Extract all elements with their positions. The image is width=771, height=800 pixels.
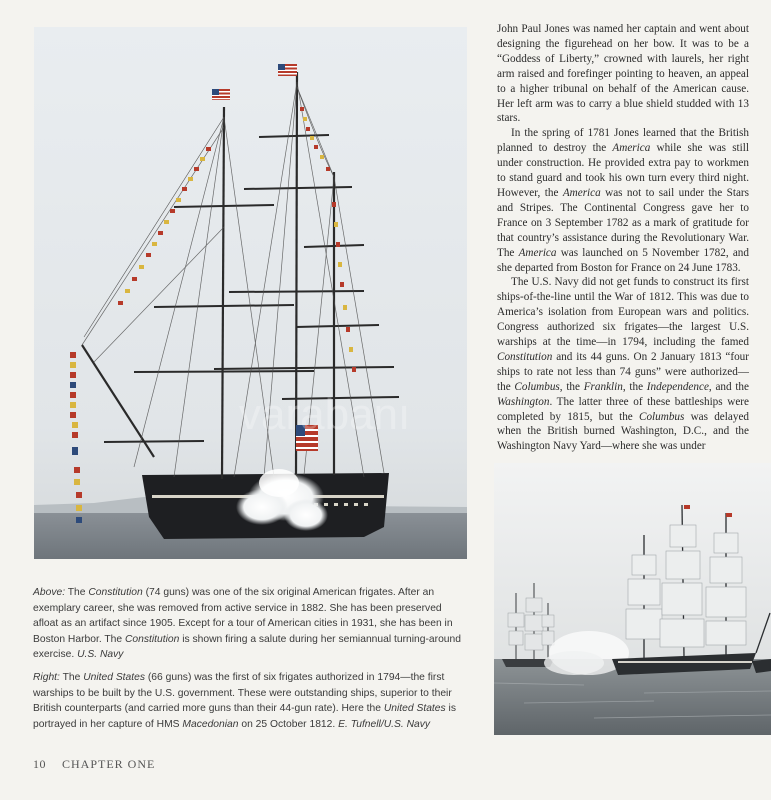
chapter-label: CHAPTER ONE [62, 757, 156, 771]
paragraph-1: John Paul Jones was named her captain and went about designing the figurehead on her bow. It was to be a “Goddess of Liberty,” crowned with laurels, her right arm raised and forefinger pointing to heaven, an appeal to a higher tribunal on behalf of the American cause. Her left arm was to carry a blue shield studded with 13 stars. [497, 23, 749, 125]
constitution-ship-image [34, 27, 467, 559]
painting-credit: E. Tufnell/U.S. Navy [338, 718, 431, 730]
page-folio [33, 757, 155, 772]
united-states-painting [494, 463, 771, 735]
constitution-photo [34, 27, 467, 559]
watermark: varabanı [239, 390, 411, 439]
page-number: 10 [33, 757, 46, 771]
body-text [497, 22, 749, 454]
caption-above: Above: The Constitution (74 guns) was one of the six original American frigates. After an exemplary career, she was removed from active service in 1882. She has been preserved afloat as an artifact since 1905. Except for a tour of American cities in 1931, she has been in Boston Harbor. The Constitution is shown firing a salute during her semiannual turning-around exercise. U.S. Navy [33, 587, 461, 661]
paragraph-3: The U.S. Navy did not get funds to construct its first ships-of-the-line until the War of 1812. This was due to America’s isolation from European wars and politics. Congress authorized six frigates—the largest U.S. warships at the time—in 1794, including the famed Constitution and its 44 guns. On 2 January 1813 “four ships to rate not less than 74 guns” were authorized—the Columbus, the Franklin, the Independence, and the Washington. The latter three of these battleships were completed by 1815, but the Columbus was delayed when the British burned Washington, D.C., and the Washington Navy Yard—where she was under [497, 276, 750, 453]
paragraph-2: In the spring of 1781 Jones learned that the British planned to destroy the America while she was still under construction. He provided extra pay to workmen to stand guard and took his own turn every third night. However, the America was not to sail under the Stars and Stripes. The Continental Congress gave her to France on 3 September 1782 as a mark of gratitude for that country’s assistance during the Revolutionary War. The America was launched on 5 November 1782, and she departed from Boston for France on 24 June 1783. [497, 127, 749, 274]
caption-right: Right: The United States (66 guns) was the first of six frigates authorized in 1794—the first warships to be built by the U.S. government. These were outstanding ships, superior to their British counterparts (and carried more guns than their 44-gun rate). Here the United States is portrayed in her capture of HMS Macedonian on 25 October 1812. E. Tufnell/U.S. Navy [33, 672, 456, 730]
us-flag-main [278, 64, 297, 76]
us-flag-fore [212, 89, 230, 100]
photo-credit: U.S. Navy [77, 649, 124, 661]
naval-battle-painting [494, 463, 771, 735]
